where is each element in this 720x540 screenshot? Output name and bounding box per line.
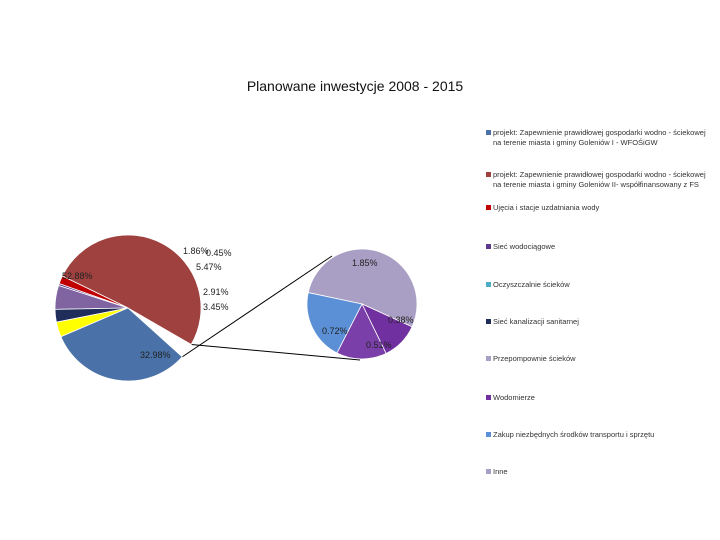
- legend-label: Zakup niezbędnych środków transportu i sprzętu: [493, 430, 655, 439]
- main-slice-label: 5.47%: [196, 262, 222, 272]
- legend-swatch: [486, 130, 491, 135]
- secondary-slice-label: 0.51%: [366, 340, 392, 350]
- legend-label: Sieć wodociągowe: [493, 242, 556, 251]
- legend-entry: [486, 203, 714, 213]
- secondary-slice-label: 1.85%: [352, 258, 378, 268]
- main-slice-label: 32.98%: [140, 350, 171, 360]
- legend-entry: [486, 280, 714, 290]
- main-slice-label: 3.45%: [203, 302, 229, 312]
- legend-label: projekt: Zapewnienie prawidłowej gospodarki wodno - ściekowej na terenie miasta i gminy Goleniów I - WFOŚiGW: [493, 128, 706, 147]
- legend-label: projekt: Zapewnienie prawidłowej gospodarki wodno - ściekowej na terenie miasta i gminy Goleniów II- współfinansowany z FS: [493, 170, 706, 189]
- main-slice-label: 52.88%: [62, 271, 93, 281]
- legend-swatch: [486, 395, 491, 400]
- legend-swatch: [486, 356, 491, 361]
- legend-label: Oczyszczalnie ścieków: [493, 280, 570, 289]
- legend-label: Ujęcia i stacje uzdatniania wody: [493, 203, 600, 212]
- legend-entry: [486, 467, 714, 477]
- legend-label: Inne: [493, 467, 508, 476]
- legend-swatch: [486, 469, 491, 474]
- secondary-slice-label: 0.72%: [322, 326, 348, 336]
- legend-swatch: [486, 205, 491, 210]
- chart-title: Planowane inwestycje 2008 - 2015: [246, 78, 464, 94]
- legend-swatch: [486, 432, 491, 437]
- main-slice-label: 2.91%: [203, 287, 229, 297]
- legend-swatch: [486, 172, 491, 177]
- legend-swatch: [486, 282, 491, 287]
- legend-swatch: [486, 319, 491, 324]
- legend-label: Sieć kanalizacji sanitarnej: [493, 317, 579, 326]
- legend-label: Przepompownie ścieków: [493, 354, 576, 363]
- legend-entry: [486, 242, 714, 252]
- legend-entry: [486, 393, 714, 403]
- legend-swatch: [486, 244, 491, 249]
- legend-entry: [486, 354, 714, 364]
- legend-entry: [486, 128, 714, 148]
- main-pie: [55, 235, 201, 381]
- legend-entry: [486, 317, 714, 327]
- main-slice-label: 0.45%: [206, 248, 232, 258]
- legend-entry: [486, 430, 714, 440]
- legend-entry: [486, 170, 714, 190]
- secondary-slice-label: 0.38%: [388, 315, 414, 325]
- main-slice-label: 1.86%: [183, 246, 209, 256]
- legend-label: Wodomierze: [493, 393, 535, 402]
